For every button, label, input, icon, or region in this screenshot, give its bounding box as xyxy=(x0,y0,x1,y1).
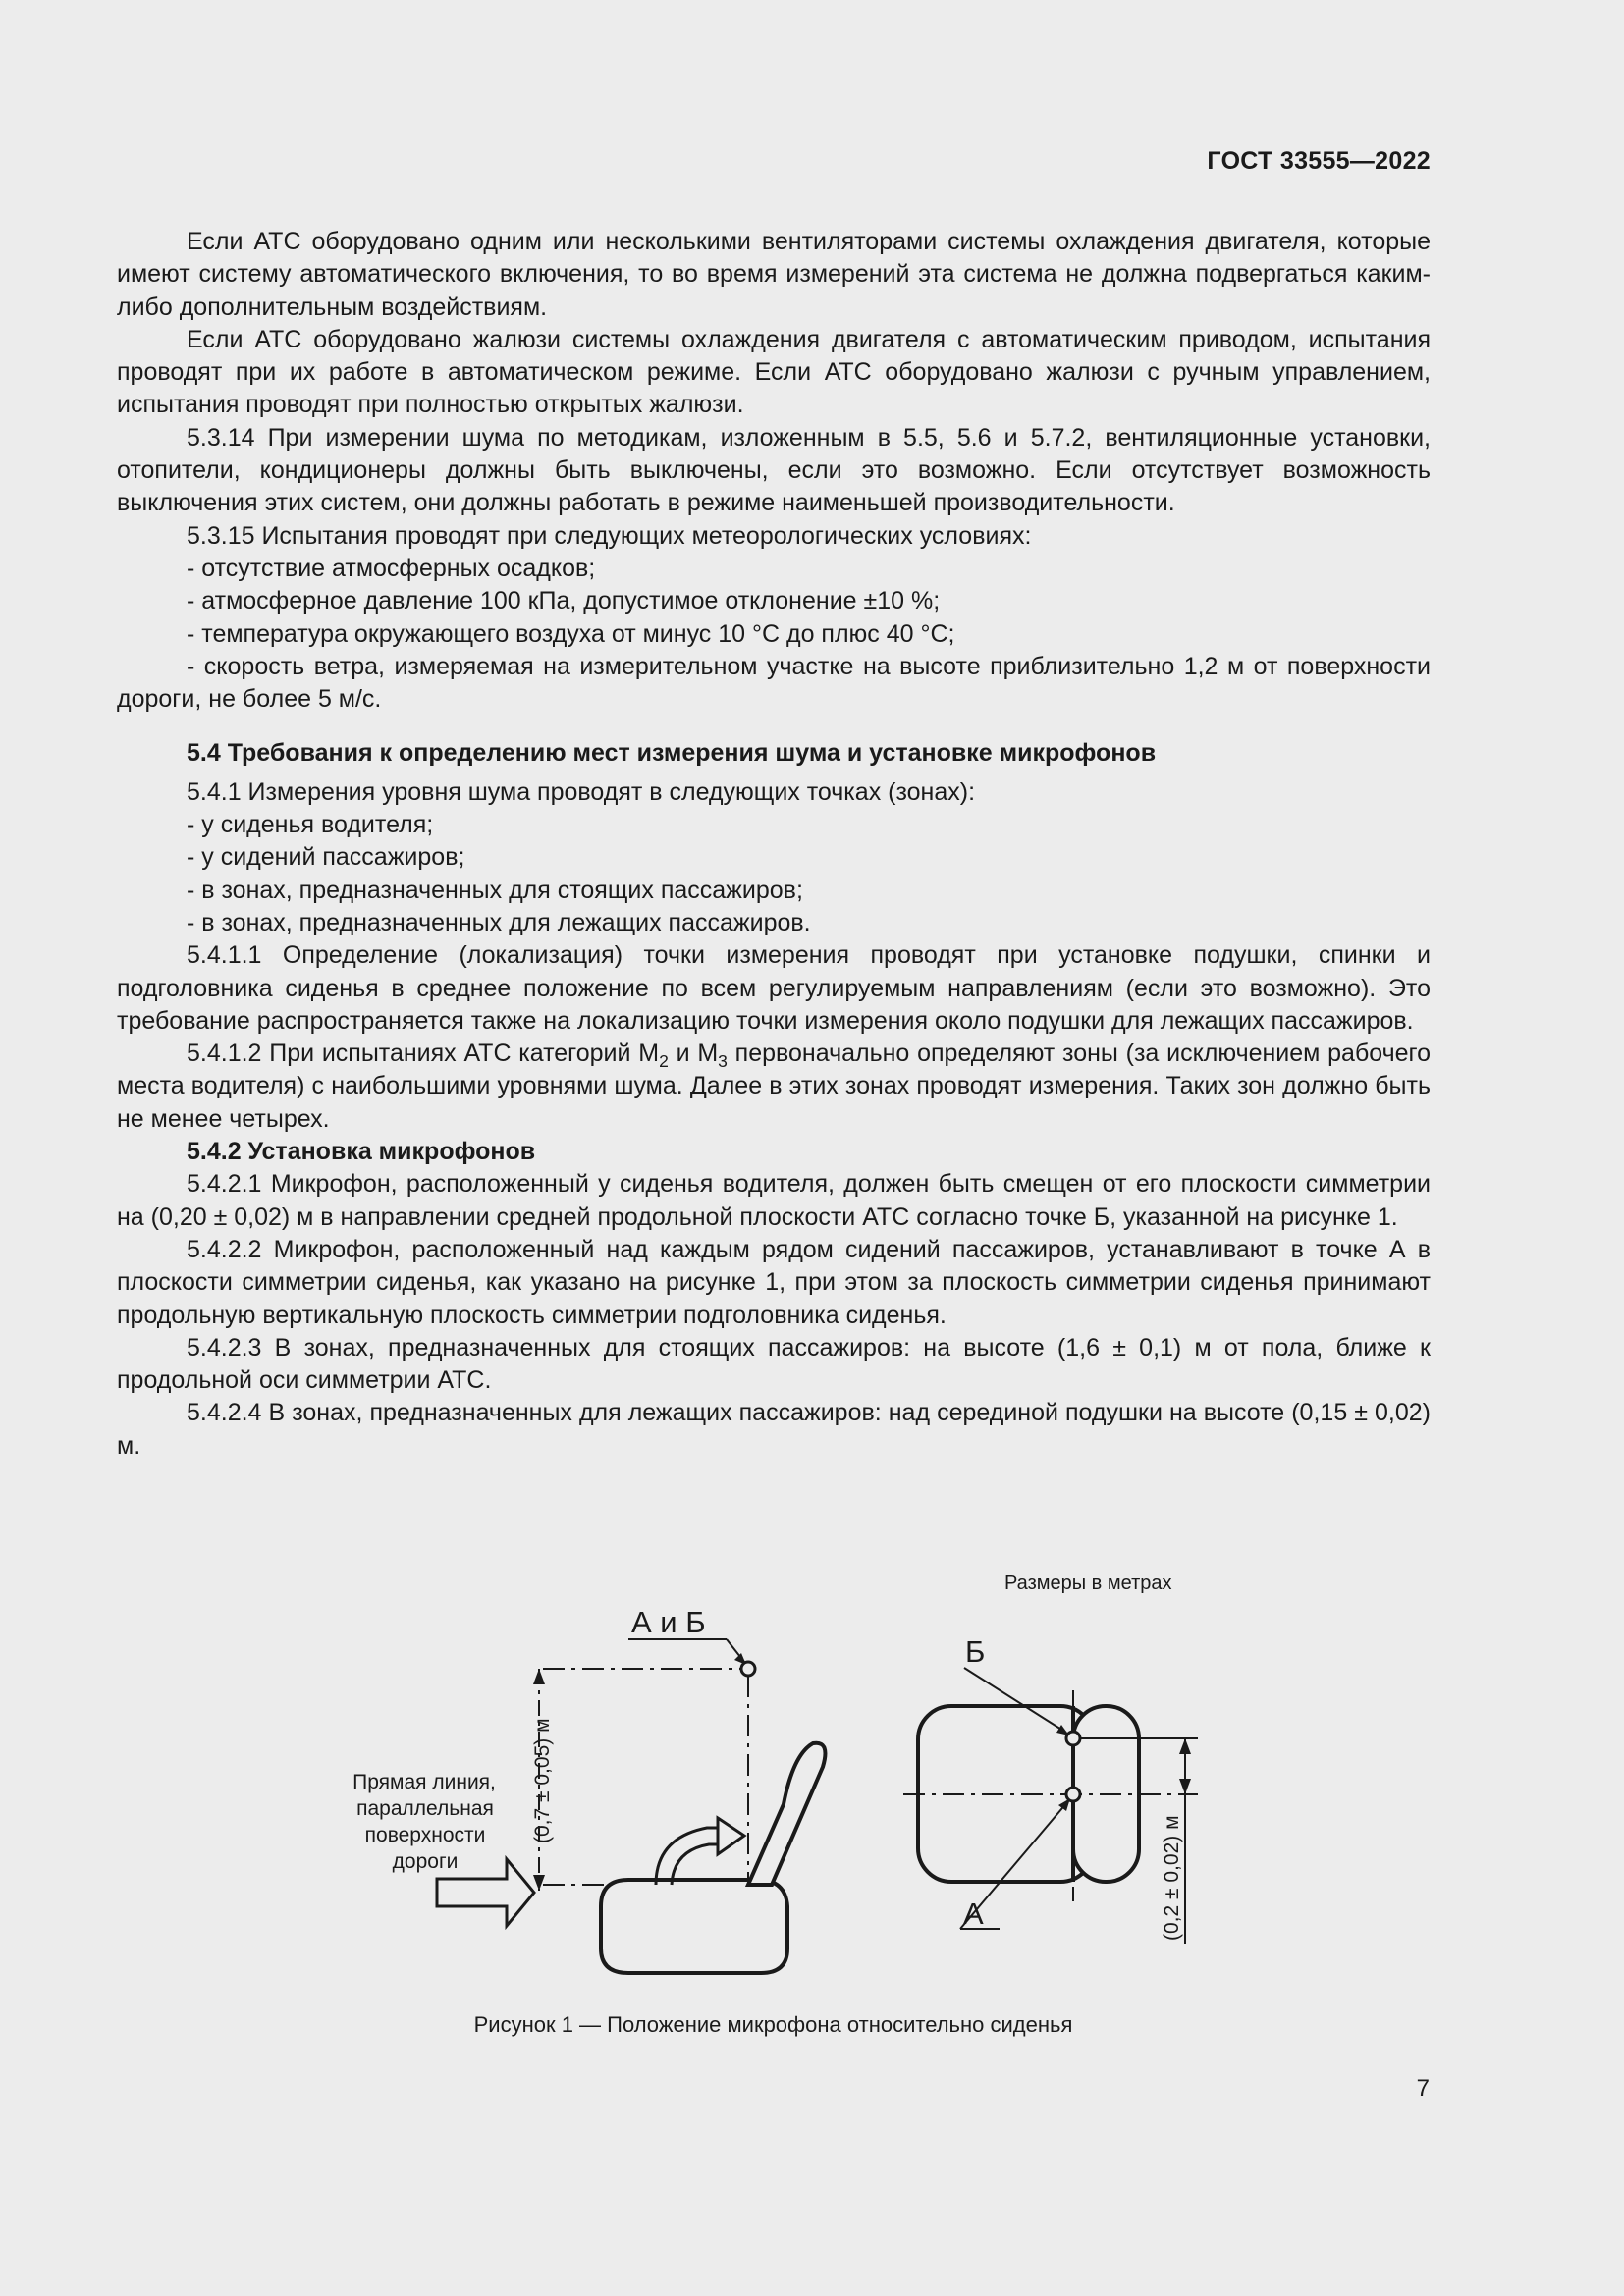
list-item: - у сидений пассажиров; xyxy=(187,843,465,872)
paragraph: Если АТС оборудовано одним или несколькими вентиляторами системы охлаждения двигателя, которые имеют систему автоматического включения, то во время измерений эта система не должна подвергаться каким-либо дополнительным воздействиям. xyxy=(117,228,1431,321)
paragraph: 5.4.1.1 Определение (локализация) точки измерения проводят при установке подушки, спинки и подголовника сиденья в среднее положение по всем регулируемым направлениям (если это возможно). Это требование распространяется также на локализацию точки измерения около подушки для лежащих пассажиров. xyxy=(117,941,1431,1035)
units-note: Размеры в метрах xyxy=(1004,1573,1172,1594)
list-item: - в зонах, предназначенных для стоящих пассажиров; xyxy=(187,876,803,904)
paragraph: Если АТС оборудовано жалюзи системы охлаждения двигателя с автоматическим приводом, испытания проводят при их работе в автоматическом режиме. Если АТС оборудовано жалюзи с ручным управлением, испытания проводят при полностью открытых жалюзи. xyxy=(117,325,1431,419)
subscript: 3 xyxy=(718,1051,728,1072)
figure-1 xyxy=(0,1561,1624,2052)
paragraph: 5.4.2.2 Микрофон, расположенный над каждым рядом сидений пассажиров, устанавливают в точке А в плоскости симметрии сиденья, как указано на рисунке 1, при этом за плоскость симметрии сиденья принимают продольную вертикальную плоскость симметрии подголовника сиденья. xyxy=(117,1235,1431,1329)
list-item: - температура окружающего воздуха от минус 10 °С до плюс 40 °С; xyxy=(187,619,955,648)
label-a: А xyxy=(963,1896,984,1931)
paragraph: 5.4.2.1 Микрофон, расположенный у сиденья водителя, должен быть смещен от его плоскости симметрии на (0,20 ± 0,02) м в направлении средней продольной плоскости АТС согласно точке Б, указанной на рисунке 1. xyxy=(117,1170,1431,1231)
dimension-offset: (0,2 ± 0,02) м xyxy=(1161,1815,1183,1941)
paragraph: 5.4.2.3 В зонах, предназначенных для стоящих пассажиров: на высоте (1,6 ± 0,1) м от пола, ближе к продольной оси симметрии АТС. xyxy=(117,1333,1431,1395)
list-item: - у сиденья водителя; xyxy=(187,811,434,839)
paragraph-part: первоначально определяют зоны (за исключением рабочего места водителя) с наибольшими уровнями шума. Далее в этих зонах проводят измерения. Таких зон должно быть не менее четырех. xyxy=(117,1040,1432,1133)
arrow-label-line-2: параллельная xyxy=(356,1797,494,1820)
label-a-and-b: А и Б xyxy=(631,1605,706,1639)
paragraph: 5.3.14 При измерении шума по методикам, изложенным в 5.5, 5.6 и 5.7.2, вентиляционные установки, отопители, кондиционеры должны быть выключены, если это возможно. Если отсутствует возможность выключения этих систем, они должны работать в режиме наименьшей производительности. xyxy=(117,423,1431,517)
paragraph: 5.3.15 Испытания проводят при следующих метеорологических условиях: xyxy=(187,521,1032,550)
paragraph xyxy=(117,1038,1431,1136)
list-item: - отсутствие атмосферных осадков; xyxy=(187,554,596,582)
label-b: Б xyxy=(965,1634,986,1669)
list-item: - атмосферное давление 100 кПа, допустимое отклонение ±10 %; xyxy=(187,587,941,615)
list-item: - в зонах, предназначенных для лежащих пассажиров. xyxy=(187,908,811,936)
body-text xyxy=(117,226,1431,1463)
paragraph: 5.4.1 Измерения уровня шума проводят в следующих точках (зонах): xyxy=(187,777,976,806)
seat-top-view xyxy=(903,1668,1198,1944)
figure-caption: Рисунок 1 — Положение микрофона относительно сиденья xyxy=(473,2012,1073,2037)
paragraph: 5.4.2.4 В зонах, предназначенных для лежащих пассажиров: над серединой подушки на высоте (0,15 ± 0,02) м. xyxy=(117,1399,1431,1460)
subsection-heading: 5.4.2 Установка микрофонов xyxy=(187,1138,536,1166)
list-item: - скорость ветра, измеряемая на измерительном участке на высоте приблизительно 1,2 м от поверхности дороги, не более 5 м/с. xyxy=(117,652,1431,714)
dimension-height: (0,7 ± 0,05) м xyxy=(531,1718,554,1843)
page-number: 7 xyxy=(1416,2075,1430,2102)
paragraph-part: и М xyxy=(668,1040,719,1068)
section-heading: 5.4 Требования к определению мест измерения шума и установке микрофонов xyxy=(187,739,1157,768)
arrow-label-line-3: поверхности xyxy=(364,1824,486,1846)
seat-side-view xyxy=(437,1639,825,1973)
document-header: ГОСТ 33555—2022 xyxy=(1207,147,1431,175)
arrow-label-line-4: дороги xyxy=(392,1850,459,1873)
paragraph-part: 5.4.1.2 При испытаниях АТС категорий М xyxy=(187,1040,660,1068)
seat-diagram xyxy=(0,1561,1624,2052)
subscript: 2 xyxy=(659,1051,669,1072)
arrow-label-line-1: Прямая линия, xyxy=(352,1771,496,1793)
